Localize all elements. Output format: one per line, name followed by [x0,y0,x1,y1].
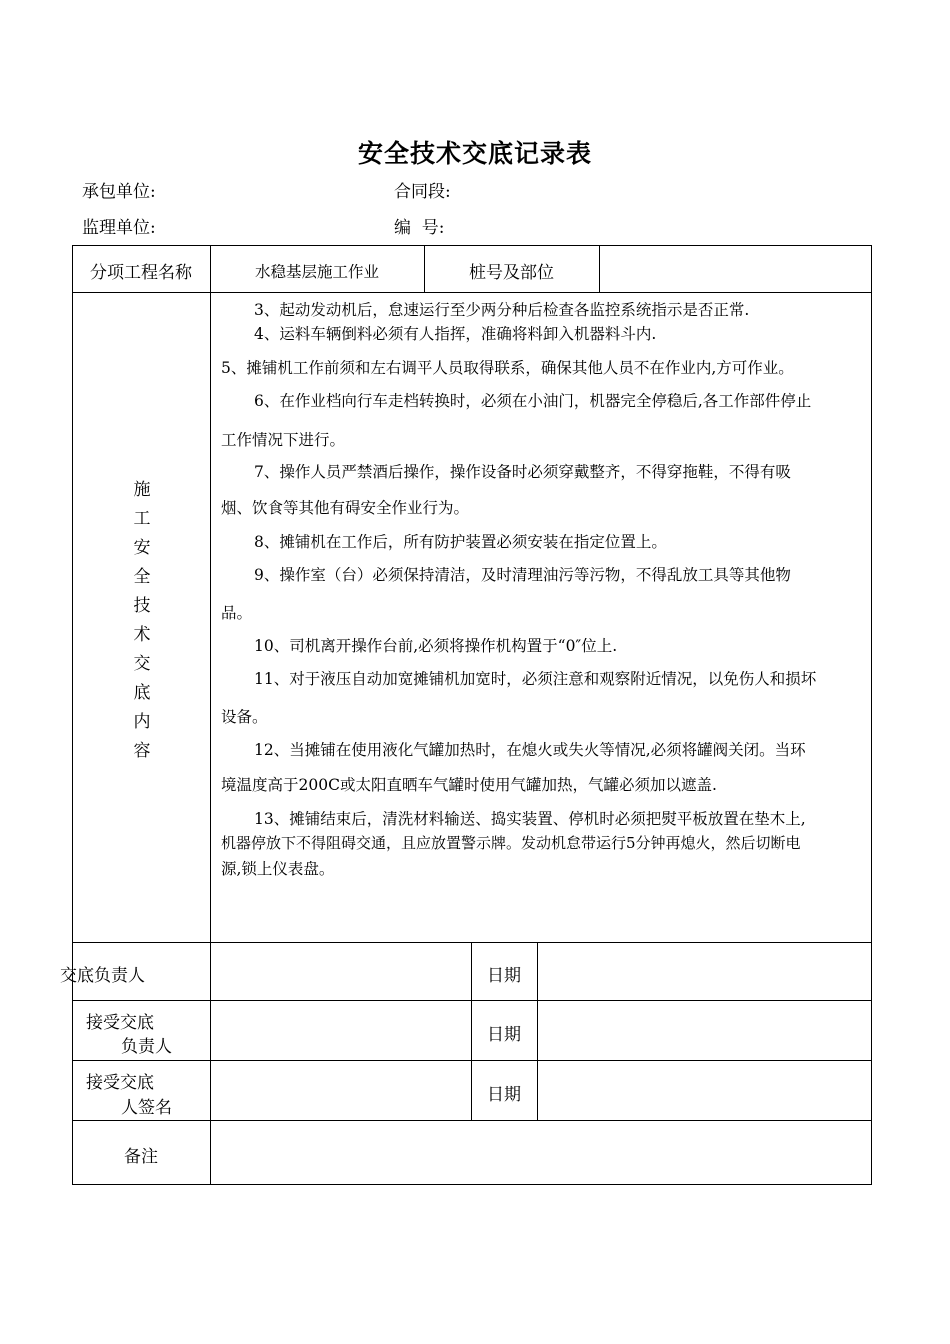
content-line: 烟、饮食等其他有碍安全作业行为。 [221,499,470,517]
content-line: 境温度高于200C或太阳直晒车气罐时使用气罐加热，气罐必须加以遮盖. [221,776,717,794]
content-line: 设备。 [221,708,268,726]
date-label: 日期 [487,1085,521,1105]
station-label: 桩号及部位 [469,263,554,283]
remarks-label: 备注 [124,1147,158,1167]
content-line: 10、司机离开操作台前,必须将操作机构置于“0″位上. [254,637,618,655]
content-line: 3、起动发动机后，怠速运行至少两分种后检查各监控系统指示是否正常. [254,301,750,319]
contract-section-label: 合同段: [394,182,451,202]
content-label: 施 工 安 全 技 术 交 底 内 容 [133,480,151,761]
page-title: 安全技术交底记录表 [357,139,592,168]
content-line: 源,锁上仪表盘。 [221,860,335,878]
content-line: 7、操作人员严禁酒后操作，操作设备时必须穿戴整齐，不得穿拖鞋，不得有吸 [254,463,791,481]
date-label: 日期 [487,966,521,986]
number-label: 编 号: [394,218,445,238]
content-line: 5、摊铺机工作前须和左右调平人员取得联系，确保其他人员不在作业内,方可作业。 [221,359,794,377]
content-line: 工作情况下进行。 [221,431,346,449]
content-line: 12、当摊铺在使用液化气罐加热时，在熄火或失火等情况,必须将罐阀关闭。当环 [254,741,806,759]
project-name-value: 水稳基层施工作业 [254,263,379,281]
project-name-label: 分项工程名称 [90,263,192,283]
content-line: 8、摊铺机在工作后，所有防护装置必须安装在指定位置上。 [254,533,667,551]
briefing-lead-label: 交底负责人 [60,966,145,986]
content-line: 11、对于液压自动加宽摊铺机加宽时，必须注意和观察附近情况，以免伤人和损坏 [254,670,817,688]
receiver-lead-label-line1: 接受交底 [86,1013,154,1033]
content-line: 4、运料车辆倒料必须有人指挥，准确将料卸入机器料斗内. [254,325,657,343]
content-line: 13、摊铺结束后，清洗材料输送、捣实装置、停机时必须把熨平板放置在垫木上, [254,810,806,828]
content-line: 9、操作室（台）必须保持清洁，及时清理油污等污物，不得乱放工具等其他物 [254,566,791,584]
content-line: 6、在作业档向行车走档转换时，必须在小油门，机器完全停稳后,各工作部件停止 [254,392,812,410]
content-line: 机器停放下不得阻碍交通，且应放置警示牌。发动机怠带运行5分钟再熄火，然后切断电 [221,834,801,852]
receiver-signature-label-line1: 接受交底 [86,1073,154,1093]
receiver-signature-label-line2: 人签名 [121,1098,172,1118]
date-label: 日期 [487,1025,521,1045]
content-line: 品。 [221,604,253,622]
contractor-label: 承包单位: [82,182,156,202]
supervisor-label: 监理单位: [82,218,156,238]
receiver-lead-label-line2: 负责人 [121,1037,172,1057]
